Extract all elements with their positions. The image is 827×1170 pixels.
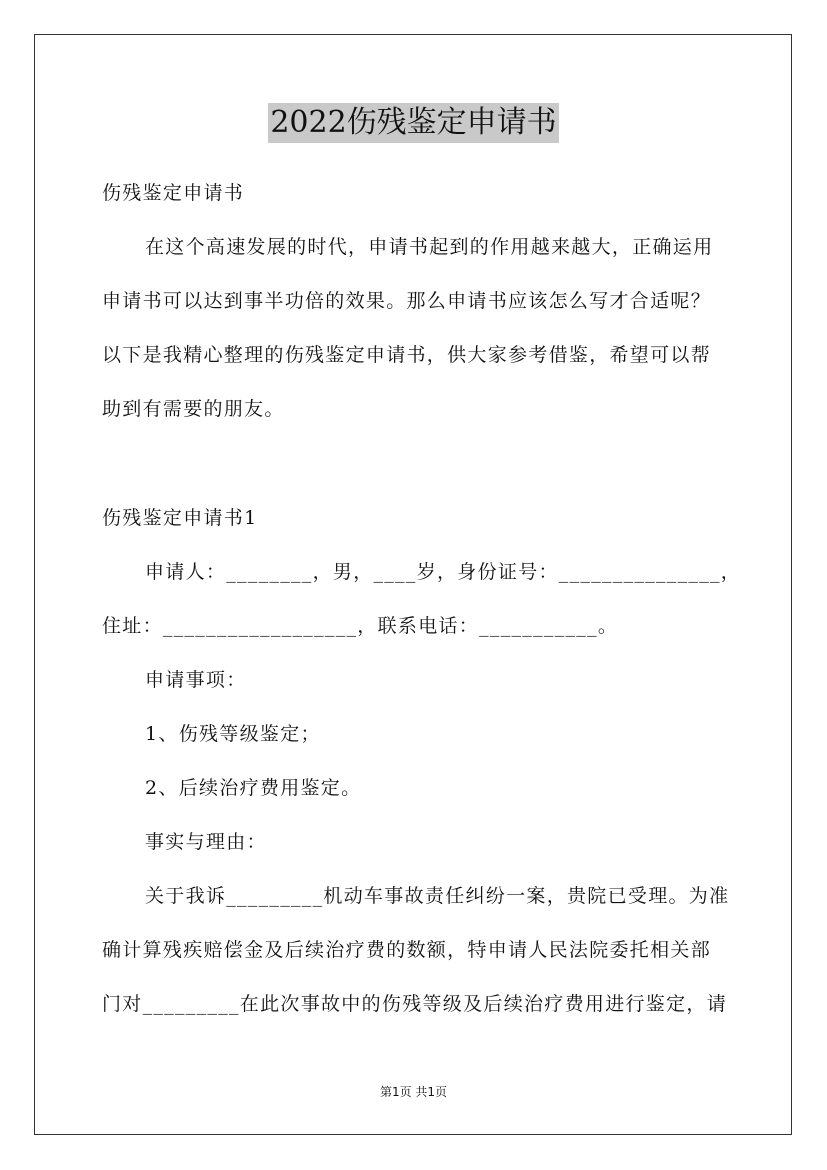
- list-item: 1、伤残等级鉴定；: [145, 723, 321, 745]
- document-subtitle: 伤残鉴定申请书: [102, 182, 245, 204]
- section-heading: 伤残鉴定申请书1: [102, 507, 258, 529]
- document-title: 2022伤残鉴定申请书: [268, 103, 558, 143]
- list-item: 2、后续治疗费用鉴定。: [145, 777, 362, 799]
- facts-paragraph-line: 关于我诉_________机动车事故责任纠纷一案，贵院已受理。为准: [145, 885, 730, 907]
- intro-paragraph-line: 助到有需要的朋友。: [102, 398, 285, 420]
- applicant-address-line: 住址：__________________，联系电话：___________。: [102, 615, 619, 637]
- page-footer: 第1页 共1页: [379, 1085, 448, 1099]
- title-container: [0, 103, 827, 143]
- intro-paragraph-line: 以下是我精心整理的伤残鉴定申请书，供大家参考借鉴，希望可以帮: [102, 344, 712, 366]
- intro-paragraph-line: 申请书可以达到事半功倍的效果。那么申请书应该怎么写才合适呢？: [102, 290, 712, 312]
- applicant-info-line: 申请人：________，男，____岁，身份证号：_______________，: [145, 561, 742, 583]
- facts-paragraph-line: 门对_________在此次事故中的伤残等级及后续治疗费用进行鉴定，请: [102, 993, 728, 1015]
- items-heading: 申请事项：: [145, 669, 247, 691]
- facts-paragraph-line: 确计算残疾赔偿金及后续治疗费的数额，特申请人民法院委托相关部: [102, 939, 712, 961]
- facts-heading: 事实与理由：: [145, 831, 267, 853]
- intro-paragraph-line: 在这个高速发展的时代，申请书起到的作用越来越大，正确运用: [145, 236, 714, 258]
